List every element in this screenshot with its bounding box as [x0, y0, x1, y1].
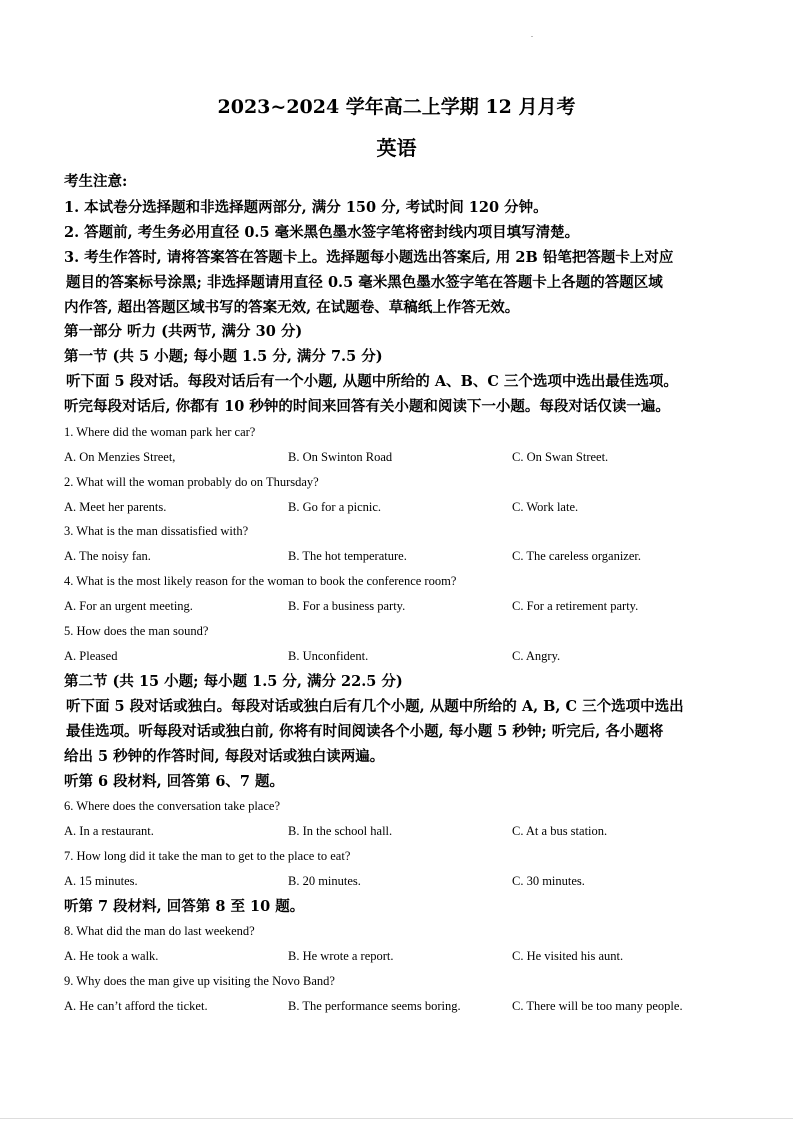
- q5-option-a: A. Pleased: [64, 649, 118, 663]
- q7-option-a: A. 15 minutes.: [64, 874, 138, 888]
- question-1: 1. Where did the woman park her car?: [64, 425, 256, 439]
- question-8: 8. What did the man do last weekend?: [64, 924, 255, 938]
- q9-option-a: A. He can’t afford the ticket.: [64, 999, 208, 1013]
- question-3: 3. What is the man dissatisfied with?: [64, 524, 249, 538]
- q8-option-c: C. He visited his aunt.: [512, 949, 624, 963]
- q2-option-c: C. Work late.: [512, 500, 579, 514]
- q6-option-b: B. In the school hall.: [288, 824, 393, 838]
- notice-heading: 考生注意:: [64, 173, 128, 190]
- notice-item: 1. 本试卷分选择题和非选择题两部分, 满分 150 分, 考试时间 120 分钟。: [64, 199, 548, 216]
- q9-option-c: C. There will be too many people.: [512, 999, 683, 1013]
- question-5: 5. How does the man sound?: [64, 624, 209, 638]
- section2-instruction: 听下面 5 段对话或独白。每段对话或独白后有几个小题, 从题中所给的 A, B, C 三个选项中选出: [66, 698, 684, 715]
- q2-option-b: B. Go for a picnic.: [288, 500, 382, 514]
- q8-option-a: A. He took a walk.: [64, 949, 159, 963]
- section1-heading: 第一节 (共 5 小题; 每小题 1.5 分, 满分 7.5 分): [64, 348, 383, 365]
- q6-option-c: C. At a bus station.: [512, 824, 608, 838]
- q4-option-c: C. For a retirement party.: [512, 599, 639, 613]
- notice-item: 题目的答案标号涂黑; 非选择题请用直径 0.5 毫米黑色墨水签字笔在答题卡上各题的答题区域: [66, 274, 663, 291]
- q8-option-b: B. He wrote a report.: [288, 949, 394, 963]
- material-7-heading: 听第 7 段材料, 回答第 8 至 10 题。: [64, 898, 305, 915]
- section1-instruction: 听完每段对话后, 你都有 10 秒钟的时间来回答有关小题和阅读下一小题。每段对话仅读一遍。: [64, 398, 670, 415]
- q1-option-a: A. On Menzies Street,: [64, 450, 176, 464]
- page-bottom-edge: [0, 1118, 793, 1119]
- section2-instruction: 给出 5 秒钟的作答时间, 每段对话或独白读两遍。: [64, 748, 385, 765]
- notice-item: 2. 答题前, 考生务必用直径 0.5 毫米黑色墨水签字笔将密封线内项目填写清楚。: [64, 224, 580, 241]
- q5-option-c: C. Angry.: [512, 649, 561, 663]
- section2-heading: 第二节 (共 15 小题; 每小题 1.5 分, 满分 22.5 分): [64, 673, 403, 690]
- question-6: 6. Where does the conversation take place?: [64, 799, 280, 813]
- q3-option-c: C. The careless organizer.: [512, 549, 642, 563]
- q3-option-a: A. The noisy fan.: [64, 549, 151, 563]
- exam-subject: 英语: [376, 136, 417, 160]
- notice-item: 3. 考生作答时, 请将答案答在答题卡上。选择题每小题选出答案后, 用 2B 铅笔把答题卡上对应: [64, 249, 674, 266]
- material-6-heading: 听第 6 段材料, 回答第 6、7 题。: [64, 773, 285, 790]
- q4-option-a: A. For an urgent meeting.: [64, 599, 193, 613]
- q1-option-c: C. On Swan Street.: [512, 450, 609, 464]
- question-7: 7. How long did it take the man to get to the place to eat?: [64, 849, 351, 863]
- q6-option-a: A. In a restaurant.: [64, 824, 154, 838]
- part1-heading: 第一部分 听力 (共两节, 满分 30 分): [64, 323, 303, 340]
- question-4: 4. What is the most likely reason for the woman to book the conference room?: [64, 574, 457, 588]
- q7-option-c: C. 30 minutes.: [512, 874, 585, 888]
- scan-speck: [531, 36, 533, 37]
- question-2: 2. What will the woman probably do on Thursday?: [64, 475, 319, 489]
- notice-item: 内作答, 超出答题区域书写的答案无效, 在试题卷、草稿纸上作答无效。: [64, 299, 520, 316]
- q3-option-b: B. The hot temperature.: [288, 549, 407, 563]
- exam-title: 2023~2024 学年高二上学期 12 月月考: [217, 96, 576, 118]
- q7-option-b: B. 20 minutes.: [288, 874, 361, 888]
- q9-option-b: B. The performance seems boring.: [288, 999, 461, 1013]
- q2-option-a: A. Meet her parents.: [64, 500, 167, 514]
- section1-instruction: 听下面 5 段对话。每段对话后有一个小题, 从题中所给的 A、B、C 三个选项中选出最佳选项。: [66, 373, 678, 390]
- question-9: 9. Why does the man give up visiting the Novo Band?: [64, 974, 335, 988]
- q1-option-b: B. On Swinton Road: [288, 450, 393, 464]
- section2-instruction: 最佳选项。听每段对话或独白前, 你将有时间阅读各个小题, 每小题 5 秒钟; 听完后, 各小题将: [66, 723, 664, 740]
- q5-option-b: B. Unconfident.: [288, 649, 369, 663]
- q4-option-b: B. For a business party.: [288, 599, 406, 613]
